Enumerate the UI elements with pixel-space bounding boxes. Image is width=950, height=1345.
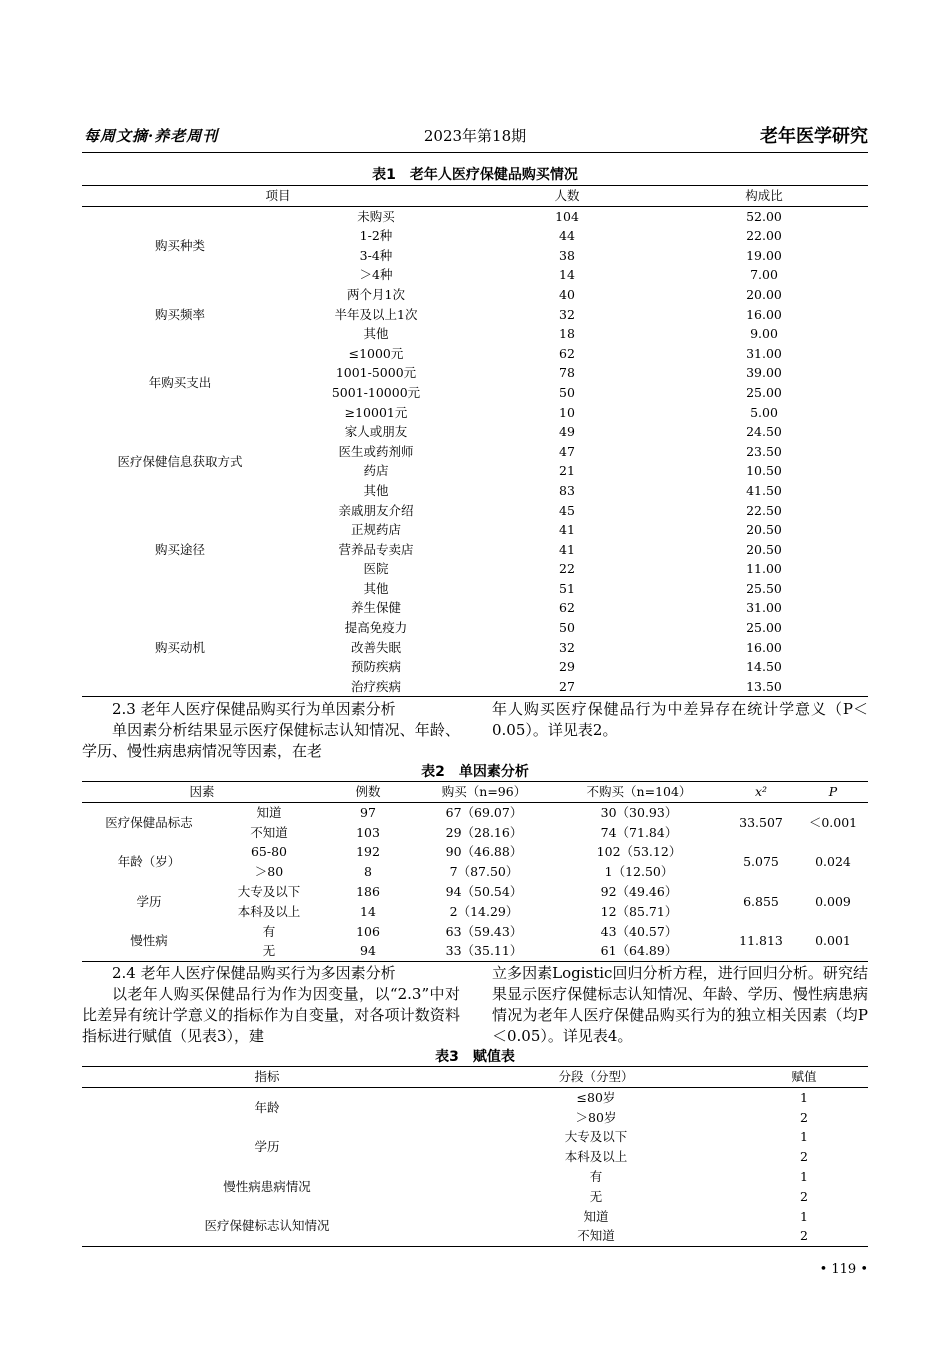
chi-cell: 33.507	[739, 814, 783, 830]
table2-header-factor: 因素	[189, 784, 215, 799]
item-label: 医院	[363, 561, 389, 577]
count-cell: 38	[559, 247, 575, 263]
nobuy-cell: 30（30.93）	[600, 804, 678, 820]
table3-header-row	[82, 1067, 868, 1088]
item-label: ≥10001元	[344, 404, 408, 420]
level-label: 知道	[256, 804, 282, 820]
count-cell: 10	[559, 404, 575, 420]
value-cell: 2	[800, 1188, 808, 1204]
count-cell: 40	[559, 286, 575, 302]
ratio-cell: 13.50	[746, 678, 782, 694]
table-row	[82, 922, 868, 942]
count-cell: 32	[559, 639, 575, 655]
item-label: 其他	[363, 326, 389, 342]
ratio-cell: 25.50	[746, 580, 782, 596]
page-number: • 119 •	[819, 1262, 868, 1277]
section23-left-text: 单因素分析结果显示医疗保健标志认知情况、年龄、学历、慢性病患病情况等因素，在老	[82, 721, 460, 760]
table-row	[82, 1167, 868, 1187]
segment-cell: 不知道	[577, 1228, 615, 1244]
table-row	[82, 1207, 868, 1227]
item-label: 改善失眠	[350, 639, 401, 655]
count-cell: 50	[559, 620, 575, 636]
count-cell: 47	[559, 443, 575, 459]
segment-cell: ＞80岁	[575, 1109, 617, 1125]
ratio-cell: 22.50	[746, 502, 782, 518]
count-cell: 27	[559, 678, 575, 694]
cases-cell: 94	[360, 943, 376, 959]
table-row	[82, 344, 868, 364]
buy-cell: 94（50.54）	[445, 883, 523, 899]
segment-cell: 知道	[583, 1208, 609, 1224]
nobuy-cell: 74（71.84）	[600, 824, 678, 840]
ratio-cell: 14.50	[746, 659, 782, 675]
section24-left	[82, 963, 460, 1047]
cases-cell: 103	[356, 824, 380, 840]
table-row	[82, 501, 868, 521]
chi-cell: 11.813	[739, 933, 783, 949]
value-cell: 1	[800, 1168, 808, 1184]
buy-cell: 90（46.88）	[445, 844, 523, 860]
table2-header-cases: 例数	[355, 784, 381, 799]
nobuy-cell: 61（64.89）	[600, 943, 678, 959]
indicator-label: 医疗保健标志认知情况	[204, 1218, 330, 1234]
level-label: 不知道	[250, 824, 288, 840]
chi-cell: 5.075	[743, 854, 779, 870]
p-cell: 0.001	[815, 933, 851, 949]
ratio-cell: 7.00	[750, 267, 778, 283]
value-cell: 1	[800, 1208, 808, 1224]
count-cell: 32	[559, 306, 575, 322]
buy-cell: 7（87.50）	[449, 864, 519, 880]
item-label: 正规药店	[350, 522, 401, 538]
ratio-cell: 16.00	[746, 639, 782, 655]
section24-left-text: 以老年人购买保健品行为作为因变量，以“2.3”中对比差异有统计学意义的指标作为自变量，对各项计数资料指标进行赋值（见表3），建	[82, 985, 460, 1045]
ratio-cell: 20.50	[746, 541, 782, 557]
count-cell: 44	[559, 228, 575, 244]
item-label: 医生或药剂师	[338, 443, 414, 459]
p-cell: ＜0.001	[808, 814, 858, 830]
ratio-cell: 52.00	[746, 208, 782, 224]
table1-header-count: 人数	[554, 188, 580, 203]
value-cell: 2	[800, 1109, 808, 1125]
ratio-cell: 20.50	[746, 522, 782, 538]
table3-header-segment: 分段（分型）	[558, 1069, 634, 1084]
item-label: 5001-10000元	[331, 384, 421, 400]
chi-cell: 6.855	[743, 893, 779, 909]
count-cell: 50	[559, 384, 575, 400]
table2	[82, 781, 868, 962]
ratio-cell: 10.50	[746, 463, 782, 479]
factor-label: 医疗保健品标志	[105, 814, 193, 830]
ratio-cell: 23.50	[746, 443, 782, 459]
buy-cell: 33（35.11）	[445, 943, 523, 959]
level-label: ＞80	[254, 864, 284, 880]
nobuy-cell: 102（53.12）	[596, 844, 682, 860]
section23-title: 2.3 老年人医疗保健品购买行为单因素分析	[112, 700, 396, 718]
p-cell: 0.024	[815, 854, 851, 870]
buy-cell: 29（28.16）	[445, 824, 523, 840]
count-cell: 83	[559, 482, 575, 498]
ratio-cell: 11.00	[746, 561, 782, 577]
table2-header-buy: 购买（n=96）	[441, 784, 527, 799]
item-label: 亲戚朋友介绍	[338, 502, 414, 518]
table3-header-value: 赋值	[791, 1069, 817, 1084]
item-label: ＞4种	[359, 267, 393, 283]
count-cell: 41	[559, 522, 575, 538]
table-row	[82, 285, 868, 305]
table2-header-chi: x²	[754, 784, 768, 799]
cases-cell: 97	[360, 804, 376, 820]
cases-cell: 106	[356, 923, 380, 939]
group-label: 购买动机	[154, 639, 205, 655]
ratio-cell: 22.00	[746, 228, 782, 244]
table-row	[82, 882, 868, 902]
ratio-cell: 19.00	[746, 247, 782, 263]
level-label: 无	[262, 943, 276, 959]
group-label: 年购买支出	[148, 375, 212, 391]
header-rule	[82, 152, 868, 153]
cases-cell: 14	[360, 903, 376, 919]
count-cell: 22	[559, 561, 575, 577]
count-cell: 78	[559, 365, 575, 381]
issue-label: 2023年第18期	[423, 127, 527, 145]
indicator-label: 慢性病患病情况	[223, 1178, 311, 1194]
item-label: 养生保健	[350, 600, 401, 616]
item-label: 预防疾病	[350, 659, 401, 675]
table3	[82, 1066, 868, 1247]
table2-header-nobuy: 不购买（n=104）	[586, 784, 692, 799]
item-label: 1-2种	[359, 228, 393, 244]
p-cell: 0.009	[815, 893, 851, 909]
item-label: 药店	[363, 463, 389, 479]
table1-header-row	[82, 186, 868, 207]
item-label: 治疗疾病	[350, 678, 401, 694]
table1	[82, 185, 868, 697]
ratio-cell: 16.00	[746, 306, 782, 322]
cases-cell: 186	[356, 883, 380, 899]
nobuy-cell: 12（85.71）	[600, 903, 678, 919]
ratio-cell: 31.00	[746, 600, 782, 616]
table-row	[82, 1127, 868, 1147]
count-cell: 29	[559, 659, 575, 675]
item-label: 未购买	[357, 208, 395, 224]
count-cell: 45	[559, 502, 575, 518]
section24-title: 2.4 老年人医疗保健品购买行为多因素分析	[112, 964, 396, 982]
table-row	[82, 1087, 868, 1107]
level-label: 65-80	[250, 844, 288, 860]
segment-cell: ≤80岁	[576, 1089, 616, 1105]
nobuy-cell: 92（49.46）	[600, 883, 678, 899]
item-label: 两个月1次	[347, 286, 405, 302]
group-label: 医疗保健信息获取方式	[117, 453, 243, 469]
value-cell: 1	[800, 1089, 808, 1105]
count-cell: 62	[559, 600, 575, 616]
ratio-cell: 5.00	[750, 404, 778, 420]
table2-header-row	[82, 782, 868, 803]
value-cell: 2	[800, 1149, 808, 1165]
group-label: 购买途径	[154, 541, 205, 557]
table-row	[82, 598, 868, 618]
ratio-cell: 25.00	[746, 384, 782, 400]
buy-cell: 2（14.29）	[449, 903, 519, 919]
nobuy-cell: 43（40.57）	[600, 923, 678, 939]
item-label: 营养品专卖店	[338, 541, 414, 557]
segment-cell: 本科及以上	[564, 1149, 628, 1165]
factor-label: 年龄（岁）	[117, 854, 181, 870]
item-label: ≤1000元	[348, 345, 404, 361]
section23-left	[82, 699, 460, 762]
ratio-cell: 24.50	[746, 424, 782, 440]
value-cell: 1	[800, 1129, 808, 1145]
cases-cell: 192	[356, 844, 380, 860]
ratio-cell: 20.00	[746, 286, 782, 302]
factor-label: 慢性病	[130, 933, 168, 949]
segment-cell: 有	[589, 1168, 603, 1184]
count-cell: 62	[559, 345, 575, 361]
indicator-label: 年龄	[254, 1099, 280, 1115]
indicator-label: 学历	[254, 1139, 280, 1155]
buy-cell: 67（69.07）	[445, 804, 523, 820]
ratio-cell: 25.00	[746, 620, 782, 636]
item-label: 3-4种	[359, 247, 393, 263]
segment-cell: 无	[589, 1188, 603, 1204]
count-cell: 14	[559, 267, 575, 283]
journal-title-left: 每周文摘·养老周刊	[84, 127, 219, 145]
journal-title-right: 老年医学研究	[760, 126, 868, 147]
table2-caption: 表2 单因素分析	[421, 764, 529, 780]
item-label: 1001-5000元	[335, 365, 417, 381]
count-cell: 51	[559, 580, 575, 596]
section24-right-text: 立多因素Logistic回归分析方程，进行回归分析。研究结果显示医疗保健标志认知情况、年龄、学历、慢性病患病情况为老年人医疗保健品购买行为的独立相关因素（均P＜0.05）。详见表4。	[492, 964, 868, 1045]
item-label: 家人或朋友	[344, 424, 408, 440]
table1-header-ratio: 构成比	[745, 188, 783, 203]
ratio-cell: 39.00	[746, 365, 782, 381]
nobuy-cell: 1（12.50）	[604, 864, 674, 880]
table1-header-item: 项目	[265, 188, 291, 203]
cases-cell: 8	[364, 864, 372, 880]
level-label: 有	[262, 923, 276, 939]
item-label: 提高免疫力	[344, 620, 408, 636]
level-label: 大专及以下	[237, 883, 301, 899]
count-cell: 41	[559, 541, 575, 557]
group-label: 购买频率	[154, 306, 205, 322]
value-cell: 2	[800, 1228, 808, 1244]
count-cell: 104	[555, 208, 579, 224]
level-label: 本科及以上	[237, 903, 301, 919]
table1-caption: 表1 老年人医疗保健品购买情况	[372, 167, 578, 183]
item-label: 其他	[363, 482, 389, 498]
table3-header-indicator: 指标	[254, 1069, 280, 1084]
item-label: 其他	[363, 580, 389, 596]
table2-header-p: P	[828, 784, 838, 799]
group-label: 购买种类	[154, 237, 205, 253]
item-label: 半年及以上1次	[334, 306, 418, 322]
ratio-cell: 31.00	[746, 345, 782, 361]
count-cell: 21	[559, 463, 575, 479]
table-row	[82, 206, 868, 226]
section23-right-text: 年人购买医疗保健品行为中差异存在统计学意义（P＜0.05）。详见表2。	[492, 700, 868, 739]
ratio-cell: 41.50	[746, 482, 782, 498]
table3-caption: 表3 赋值表	[435, 1049, 515, 1065]
table-row	[82, 842, 868, 862]
count-cell: 18	[559, 326, 575, 342]
table-row	[82, 802, 868, 822]
segment-cell: 大专及以下	[564, 1129, 628, 1145]
table-row	[82, 422, 868, 442]
count-cell: 49	[559, 424, 575, 440]
ratio-cell: 9.00	[750, 326, 778, 342]
factor-label: 学历	[136, 893, 162, 909]
buy-cell: 63（59.43）	[445, 923, 523, 939]
